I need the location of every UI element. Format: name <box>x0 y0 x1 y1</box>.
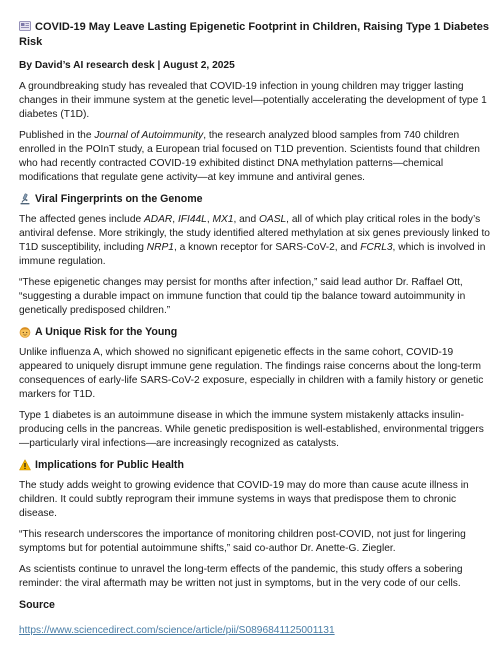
gene-name: ADAR <box>143 214 173 225</box>
ziegler-quote-paragraph: “This research underscores the importance of monitoring children post-COVID, not just for lingering symptoms but for potential autoimmune shifts,” said co-author Dr. Anette-G. Ziegler. <box>19 529 466 554</box>
section-heading-public-health <box>19 458 491 472</box>
microscope-icon <box>19 193 31 205</box>
gene-name: NRP1 <box>146 242 174 253</box>
gene-name: MX1 <box>212 214 234 225</box>
gene-name: IFI44L <box>177 214 207 225</box>
warning-icon <box>19 459 31 471</box>
newspaper-icon <box>19 20 31 32</box>
section-heading-viral-fingerprints <box>19 192 491 206</box>
article <box>19 20 491 638</box>
text-span: , <box>172 214 178 225</box>
section-heading-unique-risk <box>19 325 491 339</box>
section-heading-text: A Unique Risk for the Young <box>35 326 178 338</box>
intro-paragraph: A groundbreaking study has revealed that COVID-19 infection in young children may trigger lasting changes in their immune system at the genetic level—potentially accelerating the development of type 1 diabetes (T1D). <box>19 81 487 120</box>
text-span: , which is involved in immune regulation. <box>19 242 486 267</box>
byline: By David’s AI research desk | August 2, 2025 <box>19 60 235 71</box>
text-span: , the research analyzed blood samples from 740 children enrolled in the POInT study, a European trial focused on T1D prevention. Scientists found that children who had recently contracted COVID-19 exhibited distinct DNA methylation patterns—chemical modifications that regulate gene activity—at key immune and antiviral genes. <box>19 130 480 183</box>
publication-paragraph <box>19 129 491 185</box>
public-health-paragraph: The study adds weight to growing evidence that COVID-19 may do more than cause acute illness in children. It could subtly reprogram their immune systems in ways that predispose them to chronic disease. <box>19 480 469 519</box>
closing-paragraph: As scientists continue to unravel the long-term effects of the pandemic, this study offers a sobering reminder: the viral aftermath may be written not just in symptoms, but in the very code of our cells. <box>19 564 463 589</box>
text-span: , and <box>233 214 259 225</box>
journal-name: Journal of Autoimmunity <box>94 130 204 141</box>
text-span: , <box>206 214 213 225</box>
source-link[interactable]: https://www.sciencedirect.com/science/article/pii/S0896841125001131 <box>19 625 335 636</box>
section-heading-text: Viral Fingerprints on the Genome <box>35 193 203 205</box>
gene-name: FCRL3 <box>360 242 393 253</box>
child-face-icon <box>19 326 31 338</box>
text-span: , a known receptor for SARS-CoV-2, and <box>173 242 361 253</box>
ott-quote-paragraph: “These epigenetic changes may persist for months after infection,” said lead author Dr. Raffael Ott, “suggesting a durable impact on immune function that could tip the balance toward autoimmunity in genetically predisposed children.” <box>19 277 466 316</box>
influenza-comparison-paragraph: Unlike influenza A, which showed no significant epigenetic effects in the same cohort, COVID-19 appeared to uniquely disrupt immune gene regulation. The findings raise concerns about the long-term consequences of early-life SARS-CoV-2 exposure, especially in children with a family history or genetic markers for T1D. <box>19 347 484 400</box>
article-title <box>19 20 491 50</box>
gene-name: OASL <box>258 214 287 225</box>
text-span: Published in the <box>19 130 95 141</box>
source-heading: Source <box>19 599 55 611</box>
article-title-text: COVID-19 May Leave Lasting Epigenetic Footprint in Children, Raising Type 1 Diabetes Risk <box>19 21 489 48</box>
section-heading-text: Implications for Public Health <box>35 459 184 471</box>
genes-paragraph <box>19 213 491 269</box>
text-span: , all of which play critical roles in the body’s antiviral defense. More strikingly, the study identified altered methylation at six genes previously linked to T1D susceptibility, including <box>19 214 490 253</box>
t1d-explainer-paragraph: Type 1 diabetes is an autoimmune disease in which the immune system mistakenly attacks insulin-producing cells in the pancreas. While genetic predisposition is well-established, environmental triggers—particularly viral infections—are increasingly recognized as catalysts. <box>19 410 484 449</box>
text-span: The affected genes include <box>19 214 144 225</box>
